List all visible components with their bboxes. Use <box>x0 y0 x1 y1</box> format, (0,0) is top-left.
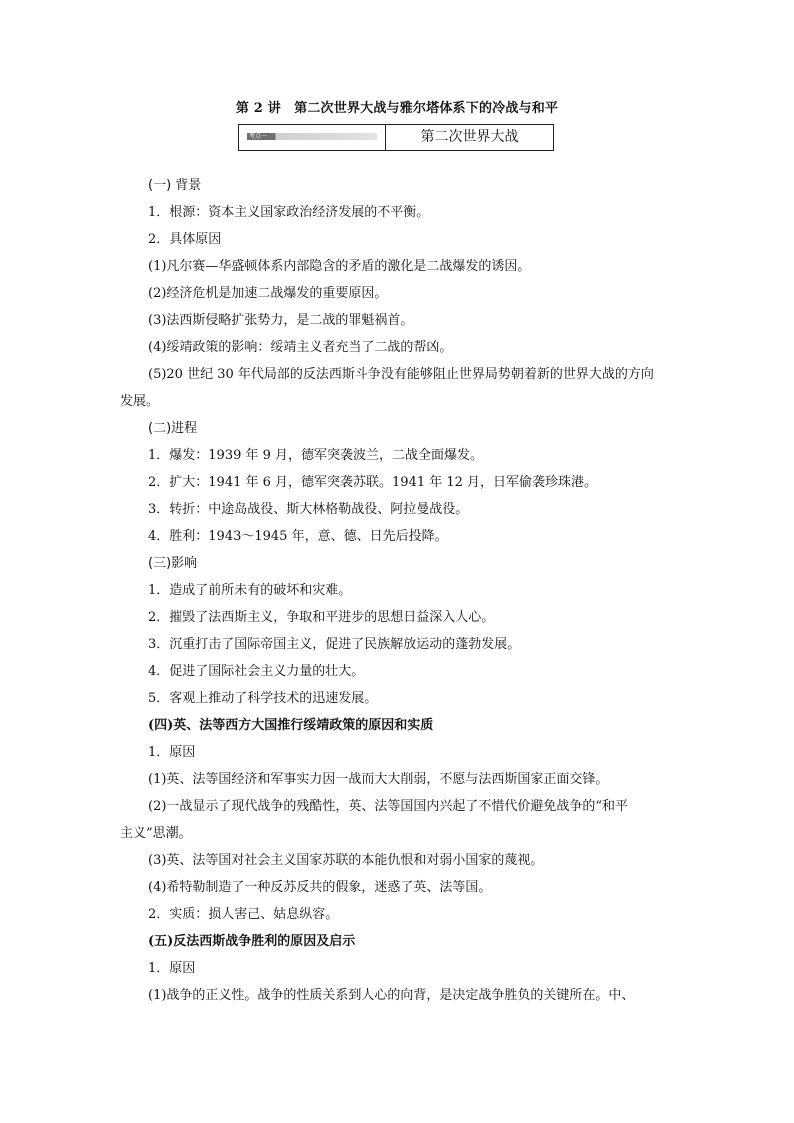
body-line: 3．沉重打击了国际帝国主义，促进了民族解放运动的蓬勃发展。 <box>148 637 521 652</box>
body-line: 2．实质：损人害己、姑息纵容。 <box>148 907 339 922</box>
page-title: 第 2 讲 第二次世界大战与雅尔塔体系下的冷战与和平 <box>235 101 559 116</box>
body-line: 1．根源：资本主义国家政治经济发展的不平衡。 <box>148 205 430 220</box>
section-heading: (三)影响 <box>148 556 198 571</box>
body-line-continued: 发展。 <box>120 394 160 409</box>
body-line: (5)20 世纪 30 年代局部的反法西斯斗争没有能够阻止世界局势朝着新的世界大战的方向 <box>148 367 654 382</box>
banner-heading: 第二次世界大战 <box>420 129 519 145</box>
body-line-continued: 主义”思潮。 <box>120 826 192 841</box>
section-heading: (二)进程 <box>148 421 198 436</box>
body-line: 2．摧毁了法西斯主义，争取和平进步的思想日益深入人心。 <box>148 610 495 625</box>
body-line: (2)经济危机是加速二战爆发的重要原因。 <box>148 286 388 301</box>
banner-tag-label: 考点一 <box>249 133 268 140</box>
section-heading: (五)反法西斯战争胜利的原因及启示 <box>148 934 356 949</box>
body-line: (4)希特勒制造了一种反苏反共的假象，迷惑了英、法等国。 <box>148 880 492 895</box>
body-line: (1)英、法等国经济和军事实力因一战而大大削弱，不愿与法西斯国家正面交锋。 <box>148 772 609 787</box>
banner-tag-cell <box>239 125 386 150</box>
body-line: 2．扩大：1941 年 6 月，德军突袭苏联。1941 年 12 月，日军偷袭珍珠港。 <box>148 475 598 490</box>
body-line: 4．胜利：1943～1945 年，意、德、日先后投降。 <box>148 529 448 544</box>
body-line: 1．造成了前所未有的破坏和灾难。 <box>148 583 352 598</box>
body-line: 4．促进了国际社会主义力量的壮大。 <box>148 664 365 679</box>
body-line: (2)一战显示了现代战争的残酷性，英、法等国国内兴起了不惜代价避免战争的“和平 <box>148 799 629 814</box>
body-line: 3．转折：中途岛战役、斯大林格勒战役、阿拉曼战役。 <box>148 502 469 517</box>
body-line: (3)英、法等国对社会主义国家苏联的本能仇恨和对弱小国家的蔑视。 <box>148 853 544 868</box>
section-banner <box>238 124 554 151</box>
body-line: 1．原因 <box>148 745 196 760</box>
section-heading: (四)英、法等西方大国推行绥靖政策的原因和实质 <box>148 718 434 733</box>
body-line: (1)凡尔赛—华盛顿体系内部隐含的矛盾的激化是二战爆发的诱因。 <box>148 259 531 274</box>
section-heading: (一) 背景 <box>148 178 202 193</box>
body-line: (3)法西斯侵略扩张势力，是二战的罪魁祸首。 <box>148 313 414 328</box>
body-line: 2．具体原因 <box>148 232 222 247</box>
body-line: (1)战争的正义性。战争的性质关系到人心的向背，是决定战争胜负的关键所在。中、 <box>148 988 635 1003</box>
body-line: 5．客观上推动了科学技术的迅速发展。 <box>148 691 378 706</box>
body-line: 1．爆发：1939 年 9 月，德军突袭波兰，二战全面爆发。 <box>148 448 484 463</box>
body-line: (4)绥靖政策的影响：绥靖主义者充当了二战的帮凶。 <box>148 340 453 355</box>
body-line: 1．原因 <box>148 961 196 976</box>
